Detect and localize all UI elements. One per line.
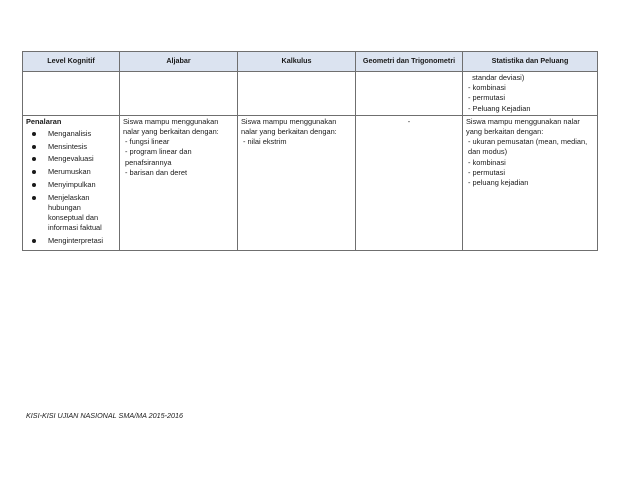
list-item: Merumuskan [26,167,116,177]
continuation-statistika-cell [463,72,598,116]
list-item: - Peluang Kejadian [468,103,531,113]
table-cell [120,72,238,116]
list-item: - permutasi [468,93,505,103]
kalkulus-intro: Siswa mampu menggunakan nalar yang berkaitan dengan: [241,116,337,137]
bullet-icon [32,183,36,187]
bullet-icon [32,145,36,149]
list-item: - kombinasi [468,157,506,167]
list-item: Menyimpulkan [26,180,116,190]
header-kalkulus: Kalkulus [238,52,356,72]
table-row [23,115,598,250]
list-item: - peluang kejadian [468,178,529,188]
header-level-kognitif: Level Kognitif [23,52,120,72]
list-item: - barisan dan deret [125,167,188,177]
list-item: - nilai ekstrim [243,137,287,147]
level-items [26,129,116,246]
header-statistika: Statistika dan Peluang [463,52,598,72]
table-row [23,72,598,116]
level-kognitif-cell [23,115,120,250]
header-geometri: Geometri dan Trigonometri [356,52,463,72]
list-item: - kombinasi [468,83,506,93]
table-cell [356,72,463,116]
kisi-kisi-table [22,51,598,251]
table-cell [23,72,120,116]
table-cell [238,72,356,116]
list-item: - ukuran pemusatan (mean, median, dan modus) [468,137,588,157]
list-item: Mengevaluasi [26,154,116,164]
bullet-icon [32,132,36,136]
aljabar-cell [120,115,238,250]
kalkulus-cell [238,115,356,250]
geometri-cell: - [356,115,463,250]
statistika-intro: Siswa mampu menggunakan nalar yang berkaitan dengan: [466,116,580,137]
list-item: Menganalisis [26,129,116,139]
table-header-row [23,52,598,72]
list-item: - fungsi linear [125,137,170,147]
page-footer: KISI-KISI UJIAN NASIONAL SMA/MA 2015-2016 [26,411,183,420]
statistika-cell [463,115,598,250]
bullet-icon [32,196,36,200]
bullet-icon [32,157,36,161]
list-item: Menjelaskan hubungan konseptual dan informasi faktual [26,193,116,234]
bullet-icon [32,239,36,243]
list-item: - permutasi [468,167,505,177]
list-item: - program linear dan penafsirannya [125,147,192,167]
aljabar-intro: Siswa mampu menggunakan nalar yang berkaitan dengan: [123,116,219,137]
list-item: Mensintesis [26,142,116,152]
header-aljabar: Aljabar [120,52,238,72]
list-item: standar deviasi) [472,73,525,82]
list-item: Menginterpretasi [26,236,116,246]
level-title: Penalaran [26,116,62,126]
bullet-icon [32,170,36,174]
